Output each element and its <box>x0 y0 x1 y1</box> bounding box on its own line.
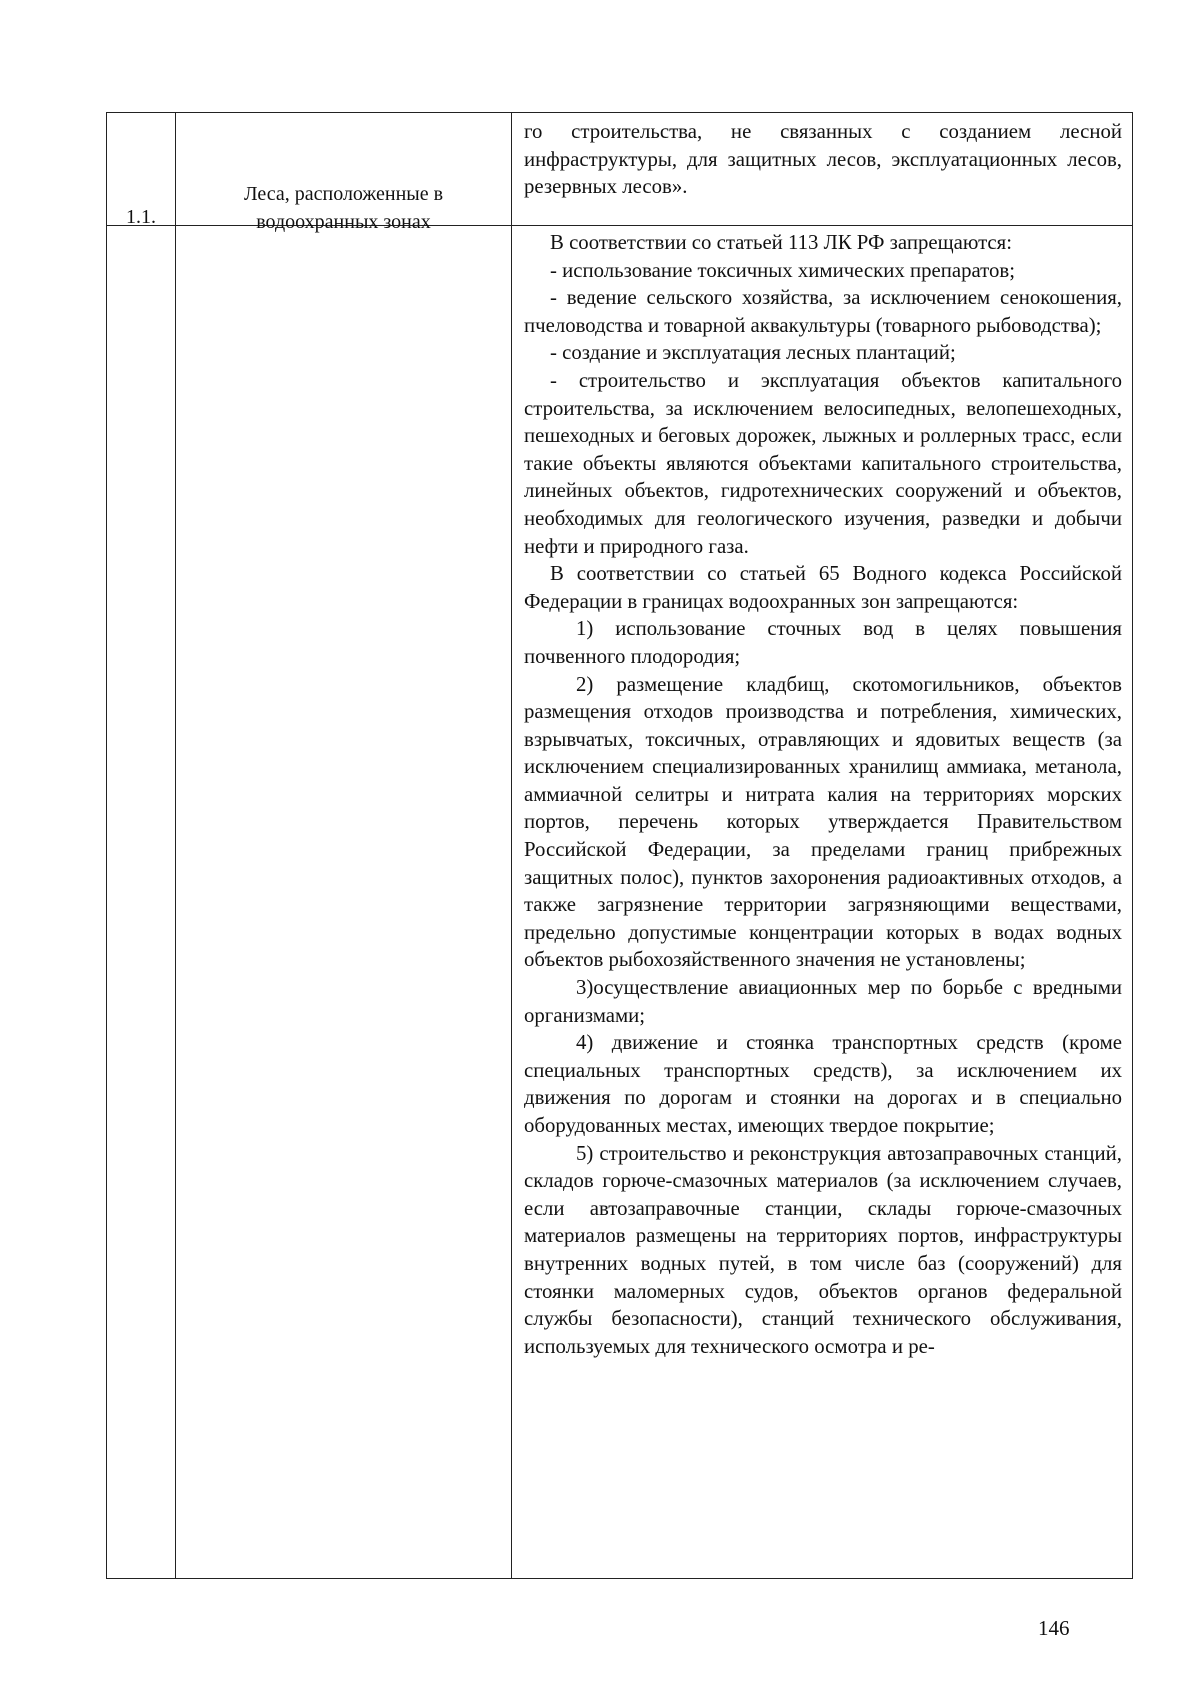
paragraph-item-5: 5) строительство и реконструкция автозаправочных станций, складов горюче-смазочных материалов (за исключением случаев, если автозаправочные станции, склады горюче-смазочных материалов размещены на территориях портов, инфраструктуры внутренних водных путей, в том числе баз (сооружений) для стоянки маломерных судов, объектов органов федеральной службы безопасности), станций технического обслуживания, используемых для технического осмотра и ре- <box>524 1141 1122 1358</box>
page-number: 146 <box>1038 1616 1070 1640</box>
paragraph-item-4: 4) движение и стоянка транспортных средств (кроме специальных транспортных средств), за исключением их движения по дорогам и стоянки на дорогах и в специально оборудованных местах, имеющих твердое покрытие; <box>524 1031 1122 1137</box>
forest-category-cell <box>176 183 512 1579</box>
forest-category-name: Леса, расположенные в водоохранных зонах <box>243 183 444 233</box>
paragraph-item-1: 1) использование сточных вод в целях повышения почвенного плодородия; <box>524 617 1122 668</box>
restrictions-cell <box>512 226 1133 1579</box>
table-row-1-1 <box>107 226 1133 1579</box>
paragraph-water-code-intro: В соответствии со статьей 65 Водного кодекса Российской Федерации в границах водоохранных зон запрещаются: <box>524 562 1122 613</box>
regulations-table <box>106 112 1133 1579</box>
paragraph-construction: - строительство и эксплуатация объектов капитального строительства, за исключением велосипедных, велопешеходных, пешеходных и беговых дорожек, лыжных и роллерных трасс, если такие объекты являются объектами капитального строительства, линейных объектов, гидротехнических сооружений и объектов, необходимых для геологического изучения, разведки и добычи нефти и природного газа. <box>524 368 1122 558</box>
paragraph-item-3: 3)осуществление авиационных мер по борьбе с вредными организмами; <box>524 976 1122 1027</box>
restrictions-cell-continuation <box>512 113 1133 226</box>
paragraph-item-2: 2) размещение кладбищ, скотомогильников, объектов размещения отходов производства и потребления, химических, взрывчатых, токсичных, отравляющих и ядовитых веществ (за исключением специализированных хранилищ аммиака, метанола, аммиачной селитры и нитрата калия на территориях морских портов, перечень которых утверждается Правительством Российской Федерации, за пределами границ прибрежных защитных полос), пунктов захоронения радиоактивных отходов, а также загрязнение территории загрязняющими веществами, предельно допустимые концентрации которых в водах водных объектов рыбохозяйственного значения не установлены; <box>524 672 1122 972</box>
paragraph-agriculture: - ведение сельского хозяйства, за исключением сенокошения, пчеловодства и товарной аквакультуры (товарного рыбоводства); <box>524 286 1122 337</box>
row-number-cell <box>107 206 176 1579</box>
restrictions-text <box>512 226 1132 1578</box>
continuation-text: го строительства, не связанных с созданием лесной инфраструктуры, для защитных лесов, эксплуатационных лесов, резервных лесов». <box>524 120 1122 199</box>
paragraph-plantations: - создание и эксплуатация лесных плантаций; <box>550 341 956 365</box>
paragraph-toxic-chemicals: - использование токсичных химических препаратов; <box>550 258 1015 282</box>
row-number: 1.1. <box>126 206 156 228</box>
paragraph-lk-intro: В соответствии со статьей 113 ЛК РФ запрещаются: <box>550 231 1012 254</box>
